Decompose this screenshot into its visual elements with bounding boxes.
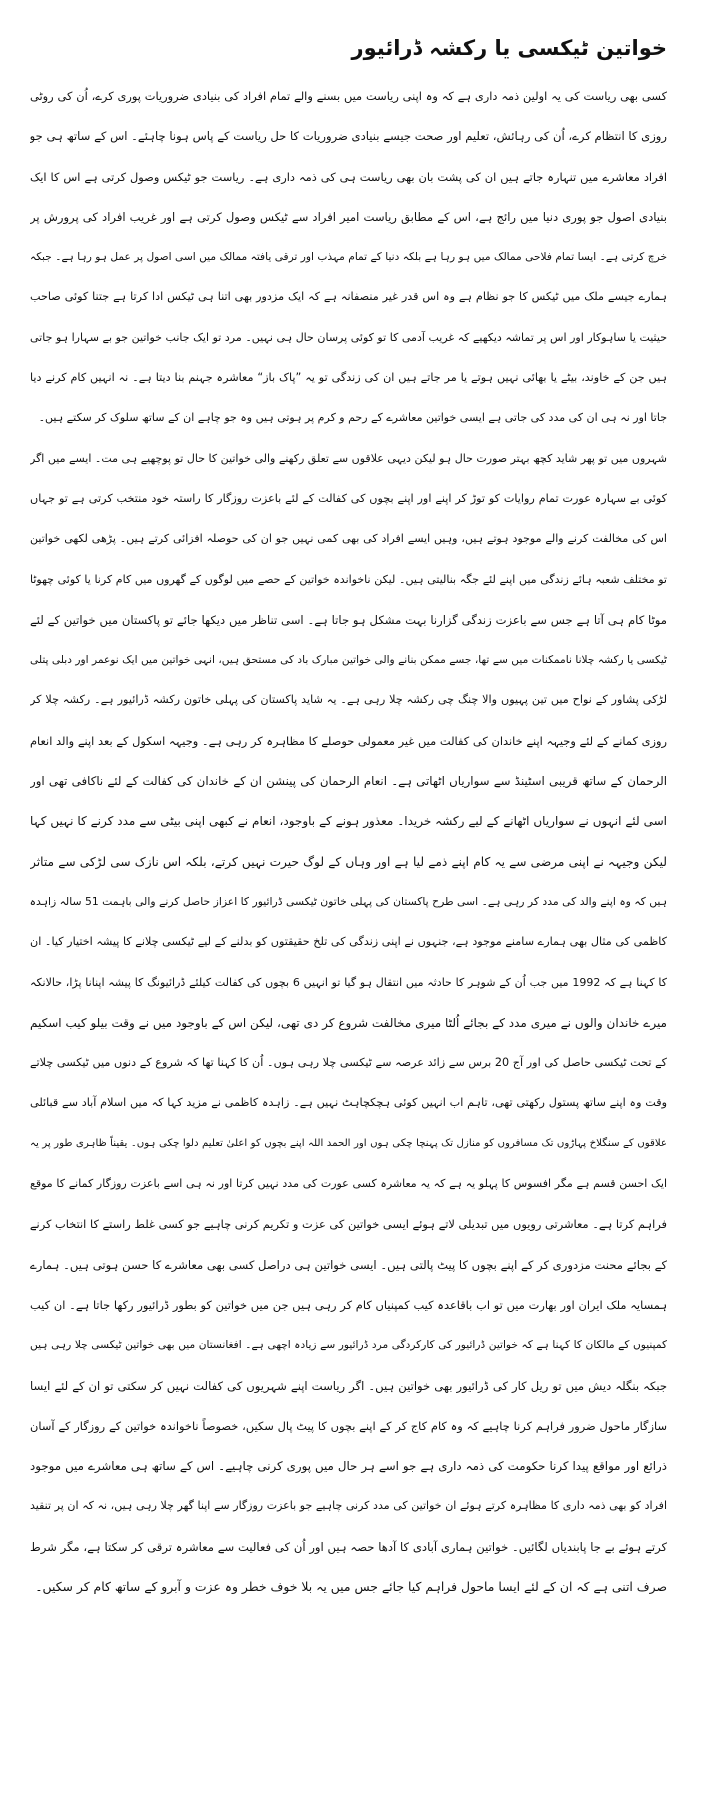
text-line: ذرائع اور مواقع پیدا کرنا حکومت کی ذمہ داری ہے جو اسے ہر حال میں پوری کرنی چاہیے۔ اس کے ساتھ ہی معاشرے میں موجود bbox=[30, 1459, 667, 1474]
text-line: لڑکی پشاور کے نواح میں تین پہیوں والا چنگ چی رکشہ چلا رہی ہے۔ یہ شاید پاکستان کی پہلی خاتون رکشہ ڈرائیور ہے۔ رکشہ چلا کر bbox=[30, 693, 667, 707]
text-line: بنیادی اصول جو پوری دنیا میں رائج ہے، اس کے مطابق ریاست امیر افراد سے ٹیکس وصول کرتی ہے اور غریب افراد کی پرورش پر bbox=[30, 209, 667, 224]
text-line: کاظمی کی مثال بھی ہمارے سامنے موجود ہے، جنہوں نے اپنی زندگی کی تلخ حقیقتوں کو بدلنے کے لیے ٹیکسی چلانے کا پیشہ اختیار کیا۔ ان bbox=[30, 935, 667, 949]
text-line: جاتا اور نہ ہی ان کی مدد کی جاتی ہے ایسی خواتین معاشرے کے رحم و کرم پر ہوتی ہیں وہ جو چاہے ان کے ساتھ سلوک کر سکتے ہیں۔ bbox=[38, 411, 667, 425]
text-line: تو مختلف شعبہ ہائے زندگی میں اپنے لئے جگہ بنالیتی ہیں۔ لیکن ناخواندہ خواتین کے حصے میں لوگوں کے گھروں میں کام کرنا یا کوئی چھوٹا bbox=[30, 572, 667, 586]
text-line: کمپنیوں کے مالکان کا کہنا ہے کہ خواتین ڈرائیور کی کارکردگی مرد ڈرائیور سے زیادہ اچھی ہے۔ افغانستان میں بھی خواتین ٹیکسی چلا رہی ہیں bbox=[30, 1339, 667, 1352]
text-line: روزی کا انتظام کرے، اُن کی رہائش، تعلیم اور صحت جیسے بنیادی ضروریات کا حل ریاست کے پاس ہونا چاہئے۔ اس کے ساتھ ہی جو bbox=[30, 129, 667, 144]
text-line: کوئی بے سہارہ عورت تمام روایات کو توڑ کر اپنے اور اپنے بچوں کی کفالت کے لئے باعزت روزگار کا راستہ خود منتخب کرتی ہے تو جہاں bbox=[30, 491, 667, 505]
text-line: ہیں جن کے خاوند، بیٹے یا بھائی نہیں ہوتے یا مر جاتے ہیں ان کی زندگی تو یہ ”پاک باز“ معاشرہ جہنم بنا دیتا ہے۔ نہ انہیں کام کرنے دیا bbox=[30, 371, 667, 385]
text-line: کا کہنا ہے کہ 1992 میں جب اُن کے شوہر کا حادثہ میں انتقال ہو گیا تو انہیں 6 بچوں کی کفالت کیلئے ڈرائیونگ کا پیشہ اپنانا پڑا، حالانکہ bbox=[30, 975, 667, 989]
text-line: جبکہ بنگلہ دیش میں تو ریل کار کی ڈرائیور بھی خواتین ہیں۔ اگر ریاست اپنے شہریوں کی کفالت نہیں کر سکتی تو ان کے لئے ایسا bbox=[30, 1378, 667, 1393]
text-line: لیکن وجیہہ نے اپنی مرضی سے یہ کام اپنے ذمے لیا ہے اور وہاں کے لوگ حیرت نہیں کرتے، بلکہ اس نازک سی لڑکی سے متاثر bbox=[30, 854, 667, 869]
text-line: وقت وہ اپنے ساتھ پستول رکھتی تھی، تاہم اب انہیں کوئی ہچکچاہٹ نہیں ہے۔ زاہدہ کاظمی نے مزید کہا کہ میں اسلام آباد سے قبائلی bbox=[30, 1096, 667, 1110]
text-line: ہمسایہ ملک ایران اور بھارت میں تو اب باقاعدہ کیب کمپنیاں کام کر رہی ہیں جن میں خواتین کو بطور ڈرائیور رکھا جاتا ہے۔ ان کیب bbox=[30, 1297, 667, 1312]
text-line: کرتے ہوئے بے جا پابندیاں لگائیں۔ خواتین ہماری آبادی کا آدھا حصہ ہیں اور اُن کی فعالیت سے معاشرہ ترقی کر سکتا ہے، مگر شرط bbox=[30, 1539, 667, 1554]
text-line: روزی کمانے کے لئے وجیہہ اپنے خاندان کی کفالت میں غیر معمولی حوصلے کا مظاہرہ کر رہی ہے۔ وجیہہ اسکول کے بعد اپنے والد انعام bbox=[30, 733, 667, 748]
article-body bbox=[30, 76, 667, 1607]
text-line: علاقوں کے سنگلاخ پہاڑوں تک مسافروں کو منازل تک پہنچا چکی ہوں اور الحمد اللہ اپنے بچوں کو اعلیٰ تعلیم دلوا چکی ہوں۔ یقیناً ظاہری طور پر یہ bbox=[30, 1137, 667, 1149]
text-line: شہروں میں تو پھر شاید کچھ بہتر صورت حال ہو لیکن دیہی علاقوں سے تعلق رکھنے والی خواتین کا حال تو پوچھیے ہی مت۔ ایسے میں اگر bbox=[30, 451, 667, 465]
text-line: فراہم کرتا ہے۔ معاشرتی رویوں میں تبدیلی لاتے ہوئے ایسی خواتین کی عزت و تکریم کرنی چاہیے جو کسی غلط راستے کا انتخاب کرنے bbox=[30, 1217, 667, 1232]
text-line: موٹا کام ہی آتا ہے جس سے باعزت زندگی گزارنا بہت مشکل ہو جاتا ہے۔ اسی تناظر میں دیکھا جائے تو پاکستان میں خواتین کے لئے bbox=[30, 612, 667, 627]
text-line: صرف اتنی ہے کہ ان کے لئے ایسا ماحول فراہم کیا جائے جس میں یہ بلا خوف خطر وہ عزت و آبرو کے ساتھ کام کر سکیں۔ bbox=[35, 1578, 667, 1594]
text-line: حیثیت یا ساہوکار اور اس پر تماشہ دیکھیے کہ غریب آدمی کا تو کوئی پرسان حال ہی نہیں۔ مرد تو ایک جانب خواتین جو بے سہارا ہو جاتی bbox=[30, 330, 667, 344]
text-line: افراد کو بھی ذمہ داری کا مظاہرہ کرتے ہوئے ان خواتین کی مدد کرنی چاہیے جو باعزت روزگار سے اپنا گھر چلا رہی ہیں، نہ کہ ان پر تنقید bbox=[30, 1499, 667, 1513]
text-line: ہمارے جیسے ملک میں ٹیکس کا جو نظام ہے وہ اس قدر غیر منصفانہ ہے کہ ایک مزدور بھی اتنا ہی ٹیکس ادا کرتا ہے جتنا کوئی صاحب bbox=[30, 290, 667, 304]
text-line: الرحمان کے ساتھ قریبی اسٹینڈ سے سواریاں اٹھاتی ہے۔ انعام الرحمان کی پینشن ان کے خاندان کی کفالت کے لئے ناکافی تھی اور bbox=[30, 774, 667, 789]
text-line: اسی لئے انہوں نے سواریاں اٹھانے کے لیے رکشہ خریدا۔ معذور ہونے کے باوجود، انعام نے کبھی اپنی بیٹی سے مدد کرنے کا نہیں کہا bbox=[30, 814, 667, 829]
text-line: ہیں کہ وہ اپنے والد کی مدد کر رہی ہے۔ اسی طرح پاکستان کی پہلی خاتون ٹیکسی ڈرائیور کا اعزاز حاصل کرنے والی باہمت 51 سالہ زاہدہ bbox=[30, 894, 667, 908]
text-line: کے تحت ٹیکسی حاصل کی اور آج 20 برس سے زائد عرصہ سے ٹیکسی چلا رہی ہوں۔ اُن کا کہنا تھا کہ شروع کے دنوں میں ٹیکسی چلاتے bbox=[30, 1056, 667, 1070]
text-line: افراد معاشرے میں تنہارہ جاتے ہیں ان کی پشت بان بھی ریاست ہی کی ذمہ داری ہے۔ ریاست جو ٹیکس وصول کرتی ہے اس کا ایک bbox=[30, 169, 667, 184]
text-line: ایک احسن قسم ہے مگر افسوس کا پہلو یہ ہے کہ یہ معاشرہ کسی عورت کی مدد نہیں کرتا اور نہ ہی اسے باعزت روزگار کمانے کا موقع bbox=[30, 1177, 667, 1191]
text-line: کسی بھی ریاست کی یہ اولین ذمہ داری ہے کہ وہ اپنی ریاست میں بسنے والے تمام افراد کی بنیادی ضروریات پوری کرے، اُن کی روٹی bbox=[30, 89, 667, 103]
text-line: خرچ کرتی ہے۔ ایسا تمام فلاحی ممالک میں ہو رہا ہے بلکہ دنیا کے تمام مہذب اور ترقی یافتہ ممالک میں اسی اصول پر عمل ہو رہا ہے۔ جبکہ bbox=[30, 251, 667, 264]
text-line: ٹیکسی یا رکشہ چلانا ناممکنات میں سے تھا، جسے ممکن بنانے والی خواتین مبارک باد کی مستحق ہیں، انہی خواتین میں ایک نوعمر اور دبلی پتلی bbox=[30, 654, 667, 667]
article-title: خواتین ٹیکسی یا رکشہ ڈرائیور bbox=[351, 36, 667, 60]
text-line: سازگار ماحول ضرور فراہم کرنا چاہیے کہ وہ کام کاج کر کے اپنے بچوں کا پیٹ پال سکیں، خصوصاً ناخواندہ خواتین کے روزگار کے آسان bbox=[30, 1418, 667, 1433]
text-line: میرے خاندان والوں نے میری مدد کے بجائے اُلٹا میری مخالفت شروع کر دی تھی، لیکن اس کے باوجود میں نے وقت بیلو کیب اسکیم bbox=[30, 1015, 667, 1030]
text-line: اس کی مخالفت کرنے والے موجود ہوتے ہیں، وہیں ایسے افراد کی بھی کمی نہیں جو ان کی حوصلہ افزائی کرتے ہیں۔ پڑھی لکھی خواتین bbox=[30, 532, 667, 546]
text-line: کے بجائے محنت مزدوری کر کے اپنے بچوں کا پیٹ پالتی ہیں۔ ایسی خواتین ہی دراصل کسی بھی معاشرے کا حسن ہوتی ہیں۔ ہمارے bbox=[30, 1257, 667, 1272]
